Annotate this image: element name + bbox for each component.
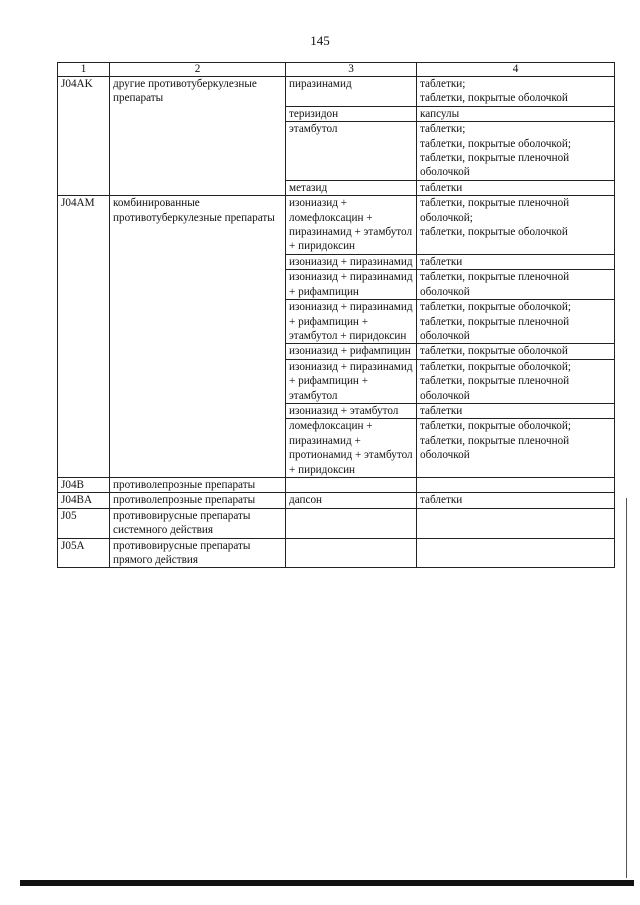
dosage-form-line: таблетки, покрытые оболочкой xyxy=(420,345,568,358)
dosage-form-line: таблетки, покрытые оболочкой; xyxy=(420,301,571,314)
column-header: 2 xyxy=(110,63,286,77)
table-row xyxy=(58,508,615,538)
dosage-form-line: таблетки xyxy=(420,494,463,507)
dosage-form-line: таблетки, покрытые пленочной оболочкой xyxy=(420,152,570,179)
drug-group-cell: противолепрозные препараты xyxy=(110,477,286,492)
table-row xyxy=(58,538,615,568)
page-number: 145 xyxy=(310,33,330,48)
dosage-form-line: таблетки; xyxy=(420,78,466,90)
drug-name-cell xyxy=(286,508,417,538)
dosage-form-cell xyxy=(417,477,615,492)
drug-name-cell xyxy=(286,477,417,492)
dosage-form-line: таблетки xyxy=(420,255,463,268)
drug-name-cell: теризидон xyxy=(286,106,417,121)
drug-table xyxy=(57,62,615,568)
dosage-form-line: капсулы xyxy=(420,107,460,120)
dosage-form-cell xyxy=(417,122,615,181)
drug-group-cell: противовирусные препараты системного действия xyxy=(110,508,286,538)
drug-name-cell: изониазид + пиразинамид + рифампицин + этамбутол + пиридоксин xyxy=(286,300,417,344)
dosage-form-cell xyxy=(417,254,615,269)
drug-name-cell: изониазид + этамбутол xyxy=(286,403,417,418)
column-header: 1 xyxy=(58,63,110,77)
drug-name-cell: метазид xyxy=(286,180,417,195)
drug-group-cell: комбинированные противотуберкулезные препараты xyxy=(110,196,286,478)
drug-group-cell: противовирусные препараты прямого действия xyxy=(110,538,286,568)
table-row xyxy=(58,493,615,508)
atc-code-cell: J04AK xyxy=(58,77,110,196)
drug-name-cell: этамбутол xyxy=(286,122,417,181)
drug-name-cell: дапсон xyxy=(286,493,417,508)
atc-code-cell: J05 xyxy=(58,508,110,538)
dosage-form-line: таблетки; xyxy=(420,123,466,136)
dosage-form-line: таблетки, покрытые пленочной оболочкой xyxy=(420,375,570,402)
dosage-form-cell xyxy=(417,300,615,344)
dosage-form-line: таблетки, покрытые оболочкой; xyxy=(420,420,571,433)
drug-group-cell: другие противотуберкулезные препараты xyxy=(110,77,286,196)
dosage-form-cell xyxy=(417,538,615,568)
dosage-form-line: таблетки, покрытые оболочкой xyxy=(420,92,568,105)
dosage-form-line: таблетки, покрытые оболочкой xyxy=(420,226,568,239)
column-header: 3 xyxy=(286,63,417,77)
atc-code-cell: J04AM xyxy=(58,196,110,478)
dosage-form-cell xyxy=(417,196,615,255)
table-row xyxy=(58,477,615,492)
dosage-form-cell xyxy=(417,403,615,418)
table-row xyxy=(58,196,615,255)
dosage-form-line: таблетки xyxy=(420,404,463,417)
drug-name-cell: изониазид + пиразинамид + рифампицин + этамбутол xyxy=(286,359,417,403)
drug-group-cell: противолепрозные препараты xyxy=(110,493,286,508)
dosage-form-cell xyxy=(417,508,615,538)
drug-name-cell: пиразинамид xyxy=(286,77,417,107)
drug-name-cell: ломефлоксацин + пиразинамид + протионамид + этамбутол + пиридоксин xyxy=(286,419,417,478)
bottom-border-bar xyxy=(20,880,634,886)
dosage-form-cell xyxy=(417,344,615,359)
dosage-form-line: таблетки, покрытые оболочкой; xyxy=(420,360,571,373)
table-header-row xyxy=(58,63,615,77)
column-header: 4 xyxy=(417,63,615,77)
dosage-form-line: таблетки, покрытые пленочной оболочкой xyxy=(420,315,570,342)
dosage-form-cell xyxy=(417,270,615,300)
drug-name-cell: изониазид + пиразинамид + рифампицин xyxy=(286,270,417,300)
dosage-form-line: таблетки, покрытые пленочной оболочкой; xyxy=(420,197,570,224)
atc-code-cell: J04BA xyxy=(58,493,110,508)
atc-code-cell: J04B xyxy=(58,477,110,492)
drug-name-cell: изониазид + ломефлоксацин + пиразинамид + этамбутол + пиридоксин xyxy=(286,196,417,255)
dosage-form-cell xyxy=(417,106,615,121)
atc-code-cell: J05A xyxy=(58,538,110,568)
drug-name-cell: изониазид + пиразинамид xyxy=(286,254,417,269)
drug-name-cell: изониазид + рифампицин xyxy=(286,344,417,359)
dosage-form-line: таблетки, покрытые оболочкой; xyxy=(420,137,571,150)
scan-edge-line xyxy=(626,498,627,878)
drug-name-cell xyxy=(286,538,417,568)
dosage-form-cell xyxy=(417,419,615,478)
table-row xyxy=(58,77,615,107)
dosage-form-cell xyxy=(417,359,615,403)
dosage-form-cell xyxy=(417,493,615,508)
dosage-form-cell xyxy=(417,77,615,107)
dosage-form-line: таблетки xyxy=(420,181,463,194)
table-body xyxy=(58,77,615,568)
dosage-form-line: таблетки, покрытые пленочной оболочкой xyxy=(420,434,570,462)
dosage-form-line: таблетки, покрытые пленочной оболочкой xyxy=(420,271,570,298)
dosage-form-cell xyxy=(417,180,615,195)
